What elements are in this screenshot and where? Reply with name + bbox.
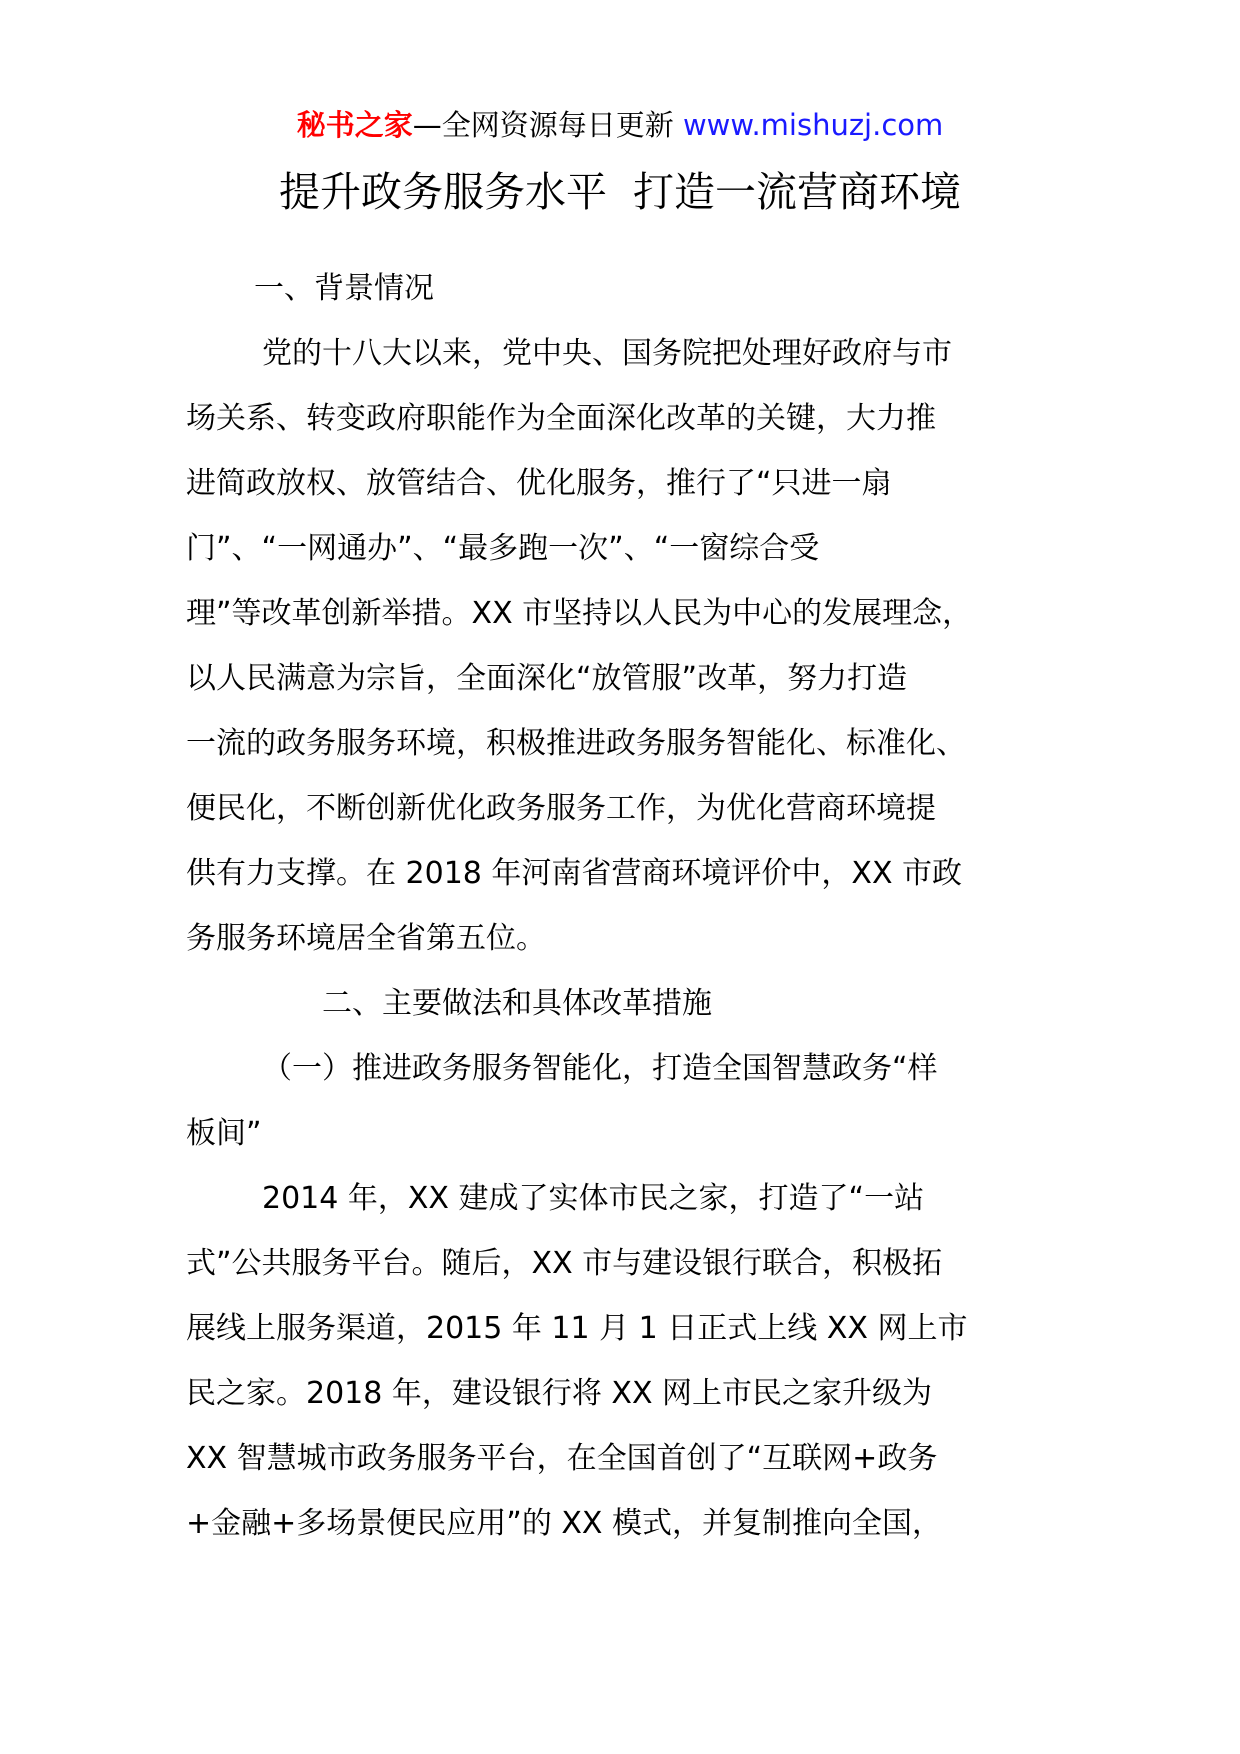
paragraph-line: 展线上服务渠道，2015 年 11 月 1 日正式上线 XX 网上市 (186, 1311, 968, 1346)
paragraph-line: 进简政放权、放管结合、优化服务，推行了“只进一扇 (186, 466, 892, 501)
paragraph-line: 式”公共服务平台。随后，XX 市与建设银行联合，积极拓 (186, 1246, 943, 1281)
subsection-heading: 板间” (186, 1116, 262, 1151)
paragraph-line: 党的十八大以来，党中央、国务院把处理好政府与市 (262, 336, 952, 371)
document-body (186, 256, 1066, 1556)
section-heading-background: 一、背景情况 (254, 271, 434, 306)
header-tagline: —全网资源每日更新 (412, 108, 674, 142)
paragraph-line: 一流的政务服务环境，积极推进政务服务智能化、标准化、 (186, 726, 966, 761)
paragraph-line: XX 智慧城市政务服务平台，在全国首创了“互联网+政务 (186, 1441, 938, 1476)
paragraph-line: 场关系、转变政府职能作为全面深化改革的关键，大力推 (186, 401, 936, 436)
paragraph-line: 民之家。2018 年，建设银行将 XX 网上市民之家升级为 (186, 1376, 933, 1411)
paragraph-line: 务服务环境居全省第五位。 (186, 921, 546, 956)
paragraph-line: 供有力支撑。在 2018 年河南省营商环境评价中，XX 市政 (186, 856, 963, 891)
section-heading-measures: 二、主要做法和具体改革措施 (322, 986, 712, 1021)
site-header (0, 103, 1240, 147)
subsection-heading: （一）推进政务服务智能化，打造全国智慧政务“样 (262, 1051, 938, 1086)
site-url-link[interactable]: www.mishuzj.com (682, 108, 944, 142)
paragraph-line: 2014 年，XX 建成了实体市民之家，打造了“一站 (262, 1181, 925, 1216)
brand-name: 秘书之家 (296, 108, 413, 142)
paragraph-line: +金融+多场景便民应用”的 XX 模式，并复制推向全国， (186, 1506, 942, 1541)
paragraph-line: 以人民满意为宗旨，全面深化“放管服”改革，努力打造 (186, 661, 908, 696)
paragraph-line: 理”等改革创新举措。XX 市坚持以人民为中心的发展理念， (186, 596, 973, 631)
paragraph-line: 便民化，不断创新优化政务服务工作，为优化营商环境提 (186, 791, 936, 826)
document-title: 提升政务服务水平 打造一流营商环境 (278, 168, 962, 216)
paragraph-line: 门”、“一网通办”、“最多跑一次”、“一窗综合受 (186, 531, 820, 566)
